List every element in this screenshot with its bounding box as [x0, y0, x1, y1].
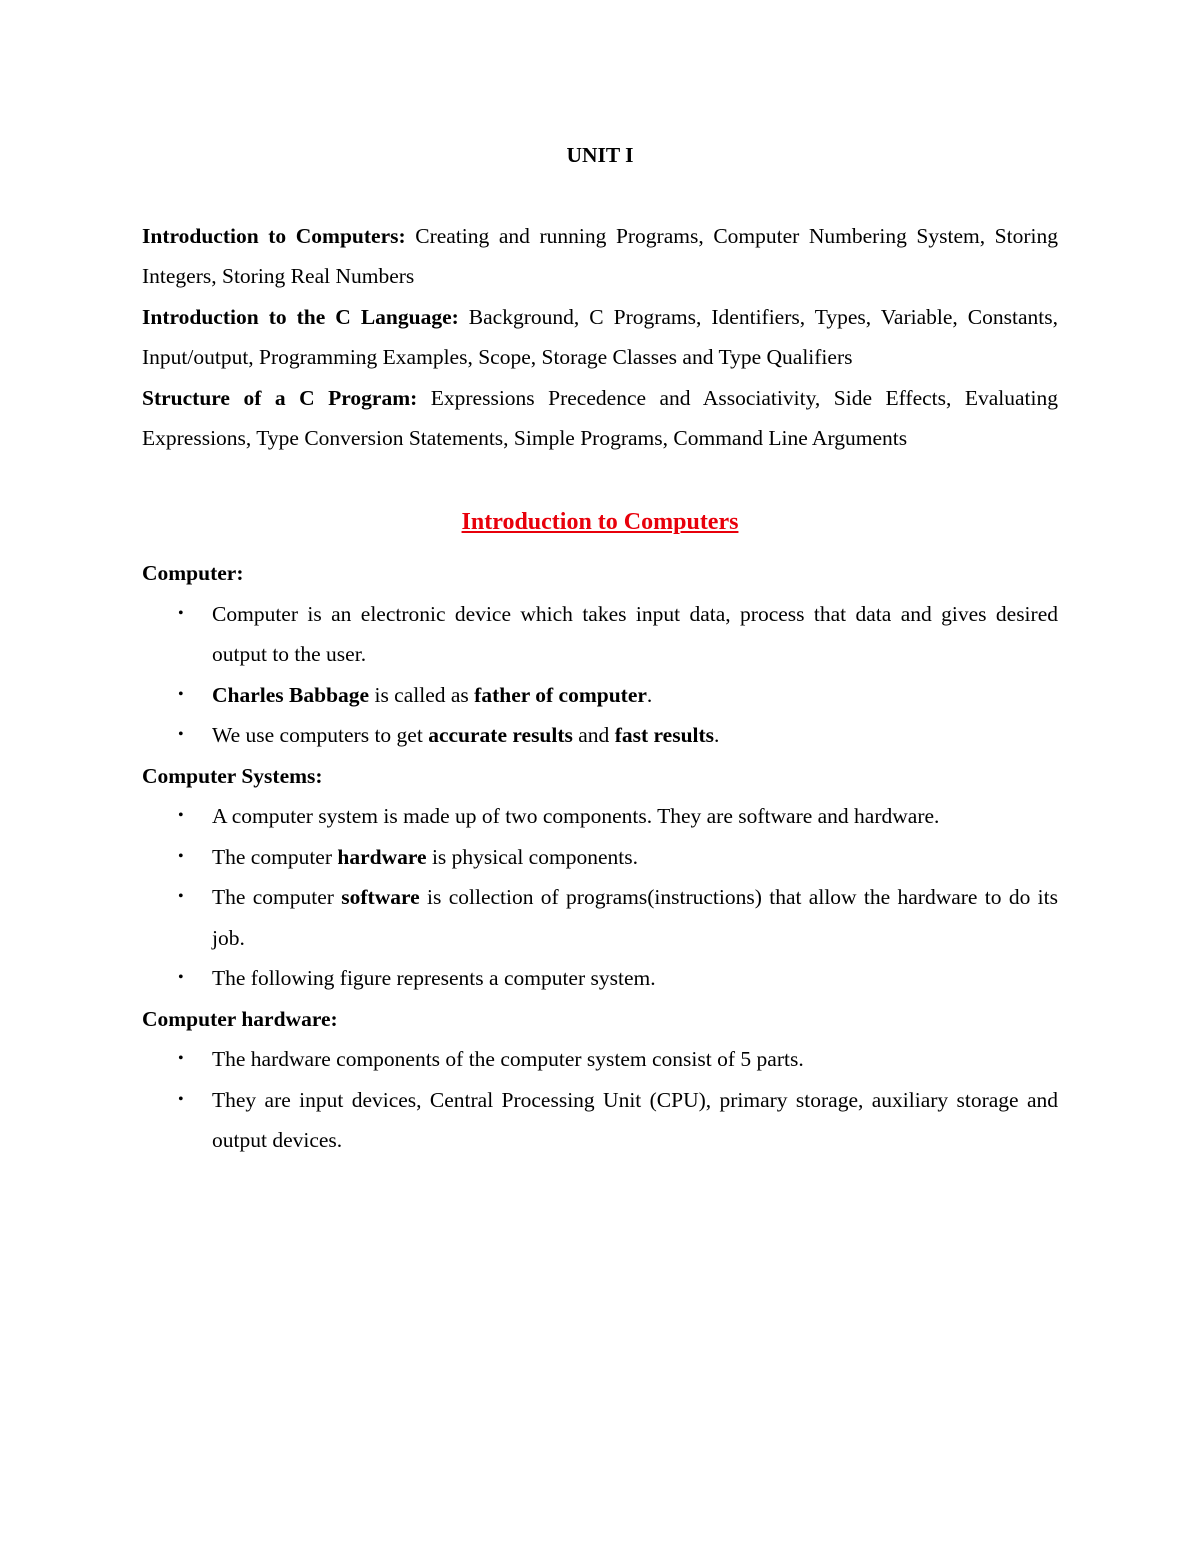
bullet-icon: • — [178, 969, 184, 986]
bullet-icon: • — [178, 1090, 184, 1108]
syllabus-text: Background, C Programs, Identifiers, Types, Variable, Constants, Input/output, Programming Examples, Scope, Storage Classes and Type Qualifiers — [142, 304, 1058, 369]
list-item-text: and — [572, 723, 615, 747]
bullet-icon: • — [178, 726, 184, 743]
hardware-list — [142, 1039, 1058, 1161]
syllabus-block — [142, 216, 1058, 459]
list-item-text: A computer system is made up of two components. They are software and hardware. — [212, 804, 940, 828]
bold-text: fast results — [614, 723, 715, 747]
unit-title: UNIT I — [566, 143, 634, 167]
bold-text: software — [341, 885, 420, 909]
list-item — [142, 796, 1058, 837]
list-item — [142, 594, 1058, 675]
list-item-text: is physical components. — [426, 844, 638, 869]
computer-systems-heading: Computer Systems: — [142, 763, 323, 788]
section-heading: Introduction to Computers — [461, 508, 739, 535]
list-item — [142, 675, 1058, 716]
list-item-text: The hardware components of the computer system consist of 5 parts. — [212, 1047, 804, 1071]
computer-heading: Computer: — [142, 561, 244, 585]
list-item-text: is called as — [369, 682, 475, 707]
syllabus-text: Expressions Precedence and Associativity, Side Effects, Evaluating Expressions, Type Conversion Statements, Simple Programs, Command Line Arguments — [142, 385, 1058, 450]
list-item-text: is collection of programs(instructions) that allow the hardware to do its job. — [212, 885, 1058, 950]
list-item — [142, 715, 1058, 756]
list-item — [142, 1080, 1058, 1161]
bullet-icon: • — [178, 807, 184, 824]
list-item — [142, 958, 1058, 999]
list-item — [142, 837, 1058, 878]
list-item-text: The following figure represents a computer system. — [212, 966, 656, 990]
list-item — [142, 1039, 1058, 1080]
syllabus-item — [142, 297, 1058, 378]
systems-list — [142, 796, 1058, 999]
bullet-icon: • — [178, 685, 184, 703]
bullet-icon: • — [178, 847, 184, 865]
list-item-text: We use computers to get — [212, 723, 429, 747]
syllabus-heading: Introduction to Computers: — [142, 223, 406, 248]
bold-text: hardware — [337, 844, 427, 869]
bullet-icon: • — [178, 604, 184, 622]
computer-hardware-heading: Computer hardware: — [142, 1006, 338, 1031]
bold-text: Charles Babbage — [212, 682, 370, 707]
list-item — [142, 877, 1058, 958]
list-item-text: . — [646, 682, 653, 707]
list-item-text: Computer is an electronic device which takes input data, process that data and gives desired output to the user. — [212, 601, 1058, 666]
syllabus-heading: Introduction to the C Language: — [142, 304, 459, 329]
bold-text: accurate results — [428, 723, 573, 747]
bold-text: father of computer — [474, 682, 647, 707]
syllabus-heading: Structure of a C Program: — [142, 385, 418, 410]
computer-list — [142, 594, 1058, 756]
list-item-text: The computer — [212, 885, 342, 909]
syllabus-item — [142, 378, 1058, 459]
bullet-icon: • — [178, 1050, 184, 1067]
syllabus-item — [142, 216, 1058, 297]
bullet-icon: • — [178, 888, 184, 905]
list-item-text: They are input devices, Central Processing Unit (CPU), primary storage, auxiliary storage and output devices. — [212, 1087, 1058, 1152]
document-page — [142, 135, 1058, 1161]
list-item-text: . — [714, 723, 720, 747]
list-item-text: The computer — [212, 844, 338, 869]
syllabus-text: Creating and running Programs, Computer Numbering System, Storing Integers, Storing Real Numbers — [142, 223, 1058, 288]
